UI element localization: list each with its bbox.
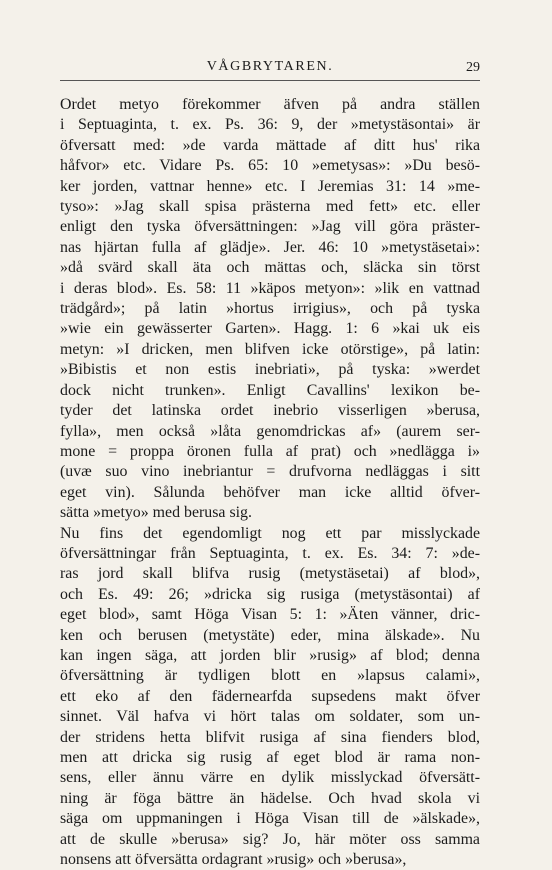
text-line: Ordet metyo förekommer äfven på andra ställen [60,96,480,113]
body-text [60,95,480,870]
text-line: der stridens hetta blifvit rusiga af sina fienders blod, [60,728,480,746]
text-line: (uvæ suo vino inebriantur = drufvorna nedläggas i sitt [60,463,480,481]
text-line: ett eko af den fädernearfda supsedens makt öfver [60,687,480,705]
text-line: i Septuaginta, t. ex. Ps. 36: 9, der »metystäsontai» är [60,116,480,134]
text-line: dock nicht trunken». Enligt Cavallins' lexikon be- [60,381,480,399]
text-line: trädgård»; på latin »hortus irrigius», och på tyska [60,300,480,318]
text-line: eget blod», samt Höga Visan 5: 1: »Äten vänner, dric- [60,606,480,624]
text-line: tyso»: »Jag skall spisa prästerna med fett» etc. eller [60,198,480,216]
text-line: säga om uppmaningen i Höga Visan till de »älskade», [60,810,480,828]
text-line: Nu fins det egendomligt nog ett par misslyckade [60,524,480,542]
text-line: fylla», men också »låta genomdrickas af» (aurem ser- [60,422,480,440]
text-line: ning är föga bättre än hädelse. Och hvad skola vi [60,789,480,807]
text-line: mone = proppa öronen fulla af prat) och »nedlägga i» [60,442,480,460]
text-line: nas hjärtan fulla af glädje». Jer. 46: 10 »metystäsetai»: [60,238,480,256]
text-line: sätta »metyo» med berusa sig. [60,504,252,522]
text-line: att de skulle »berusa» sig? Jo, här möter oss samma [60,830,480,848]
page-number: 29 [466,60,480,75]
text-line: »då svärd skall äta och mättas och, släcka sin törst [60,259,480,277]
header-rule [60,80,480,81]
text-line: nonsens att öfversätta ordagrant »rusig» och »berusa», [60,851,407,869]
text-line: i deras blod». Es. 58: 11 »käpos metyon»: »lik en vattnad [60,279,480,297]
text-line: men att dricka sig rusig af eget blod är rama non- [60,749,480,766]
text-line: och Es. 49: 26; »dricka sig rusiga (metystäsontai) af [60,585,480,603]
text-line: tyder det latinska ordet inebrio visserligen »berusa, [60,402,480,420]
text-line: ken och berusen (metystäte) eder, mina älskade». Nu [60,626,480,644]
text-line: eget vin). Sålunda behöfver man icke alltid öfver- [60,483,480,501]
running-title: VÅGBRYTAREN. [206,59,334,74]
text-line: »Bibistis et non estis inebriati», på tyska: »werdet [60,361,480,379]
text-line: »wie ein gewässerter Garten». Hagg. 1: 6 »kai uk eis [60,320,480,338]
text-line: metyn: »I dricken, men blifven icke otörstige», på latin: [60,340,480,358]
text-line: öfversättning är tydligen blott en »lapsus calami», [60,667,480,685]
text-line: öfversättningar från Septuaginta, t. ex. Es. 34: 7: »de- [60,544,480,562]
text-line: enligt den tyska öfversättningen: »Jag vill göra präster- [60,218,480,236]
page-header [60,59,480,81]
text-line: håfvor» etc. Vidare Ps. 65: 10 »emetysas»: »Du besö- [60,157,480,175]
text-line: öfversatt med: »de varda mättade af ditt hus' rika [60,136,480,154]
text-line: ker jorden, vattnar henne» etc. I Jeremias 31: 14 »me- [60,177,480,195]
text-line: ras jord skall blifva rusig (metystäsetai) af blod», [60,565,480,583]
text-line: sinnet. Väl hafva vi hört talas om soldater, som un- [60,708,480,726]
text-line: kan ingen säga, att jorden blir »rusig» af blod; denna [60,646,480,664]
text-line: sens, eller ännu värre en dylik misslyckad öfversätt- [60,769,480,787]
